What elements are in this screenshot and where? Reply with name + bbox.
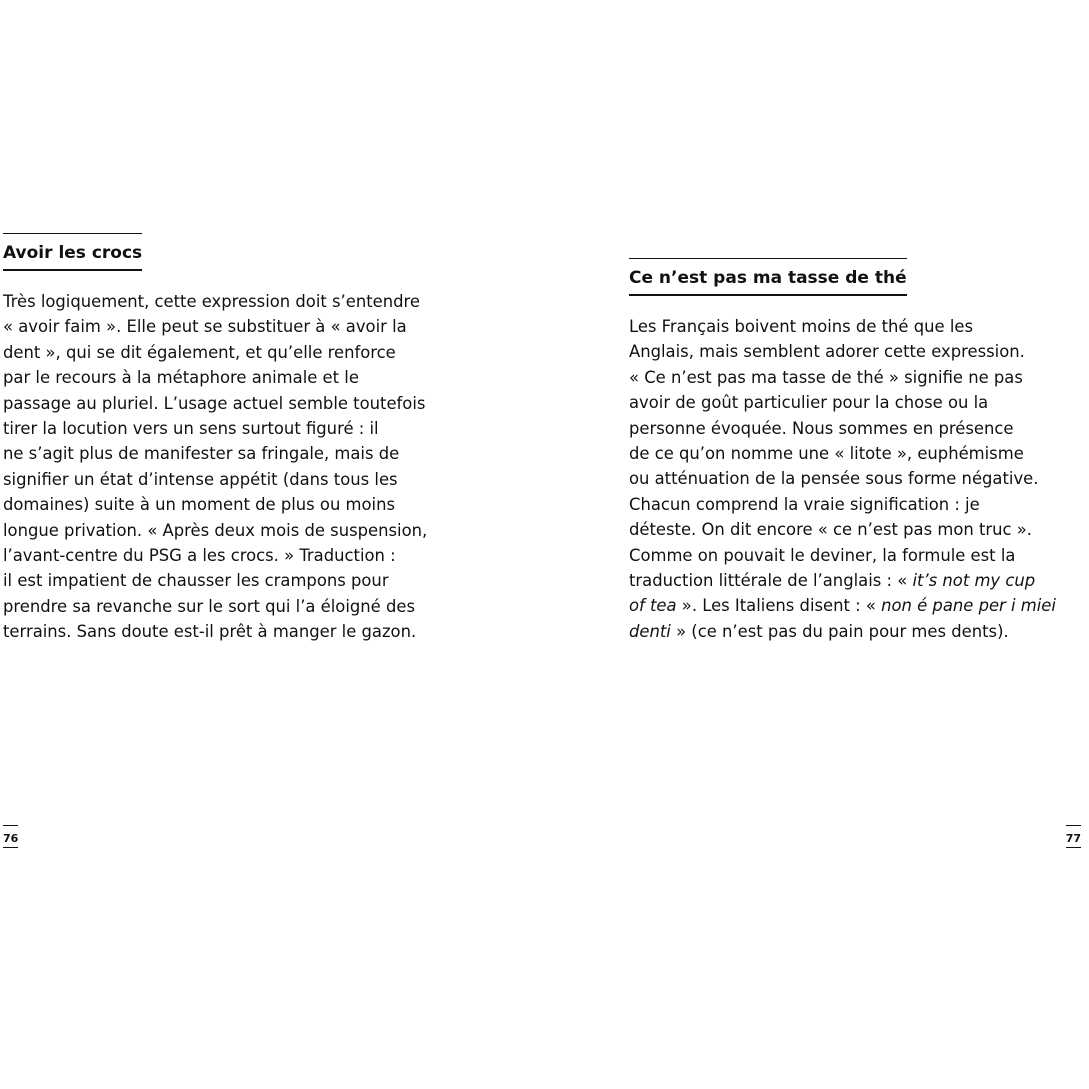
page-number: 76	[3, 832, 18, 848]
body-line-mixed	[629, 593, 1089, 618]
text-span: ». Les Italiens disent : «	[676, 596, 882, 616]
body-line: dent », qui se dit également, et qu’elle renforce	[3, 342, 396, 362]
body-line: tirer la locution vers un sens surtout figuré : il	[3, 419, 379, 439]
italic-span: non é pane per i miei	[881, 596, 1056, 616]
body-line: terrains. Sans doute est-il prêt à manger le gazon.	[3, 622, 417, 642]
page-number-right	[1066, 825, 1081, 848]
body-line: ne s’agit plus de manifester sa fringale, mais de	[3, 444, 400, 464]
left-page	[0, 0, 544, 1089]
body-line: Anglais, mais semblent adorer cette expression.	[629, 342, 1025, 362]
body-line: prendre sa revanche sur le sort qui l’a éloigné des	[3, 596, 415, 616]
article-avoir-les-crocs	[3, 233, 473, 645]
body-line: il est impatient de chausser les crampons pour	[3, 571, 389, 591]
text-span: » (ce n’est pas du pain pour mes dents).	[670, 621, 1009, 641]
body-line: personne évoquée. Nous sommes en présence	[629, 418, 1014, 438]
text-span: traduction littérale de l’anglais : «	[629, 571, 913, 591]
body-line: Très logiquement, cette expression doit s’entendre	[3, 292, 420, 311]
article-tasse-de-the	[629, 258, 1089, 644]
body-line: Les Français boivent moins de thé que les	[629, 317, 973, 336]
article-body	[629, 314, 1089, 644]
heading-rule	[629, 258, 907, 296]
body-line: « avoir faim ». Elle peut se substituer à « avoir la	[3, 317, 407, 337]
italic-span: of tea	[629, 596, 677, 616]
body-line: domaines) suite à un moment de plus ou moins	[3, 495, 396, 515]
heading-rule	[3, 233, 142, 271]
body-line: signifier un état d’intense appétit (dans tous les	[3, 469, 398, 489]
body-line: l’avant-centre du PSG a les crocs. » Traduction :	[3, 546, 396, 566]
body-line-mixed	[629, 568, 1089, 593]
page-number: 77	[1066, 832, 1081, 848]
article-heading: Avoir les crocs	[3, 243, 143, 263]
body-line-mixed	[629, 619, 1089, 644]
italic-span: it’s not my cup	[912, 571, 1036, 591]
body-line: « Ce n’est pas ma tasse de thé » signifie ne pas	[629, 367, 1023, 387]
body-line: Chacun comprend la vraie signification : je	[629, 494, 980, 514]
body-line: passage au pluriel. L’usage actuel semble toutefois	[3, 393, 426, 413]
body-line: avoir de goût particulier pour la chose ou la	[629, 393, 989, 413]
body-line: Comme on pouvait le deviner, la formule est la	[629, 545, 1016, 565]
body-line: déteste. On dit encore « ce n’est pas mon truc ».	[629, 520, 1032, 540]
body-line: longue privation. « Après deux mois de suspension,	[3, 520, 428, 540]
right-page	[544, 0, 1089, 1089]
article-body	[3, 289, 473, 645]
page-number-left	[3, 825, 18, 848]
body-line: de ce qu’on nomme une « litote », euphémisme	[629, 444, 1024, 464]
article-heading: Ce n’est pas ma tasse de thé	[629, 268, 907, 288]
body-line: par le recours à la métaphore animale et le	[3, 368, 359, 388]
body-line: ou atténuation de la pensée sous forme négative.	[629, 469, 1039, 489]
italic-span: denti	[629, 621, 671, 641]
